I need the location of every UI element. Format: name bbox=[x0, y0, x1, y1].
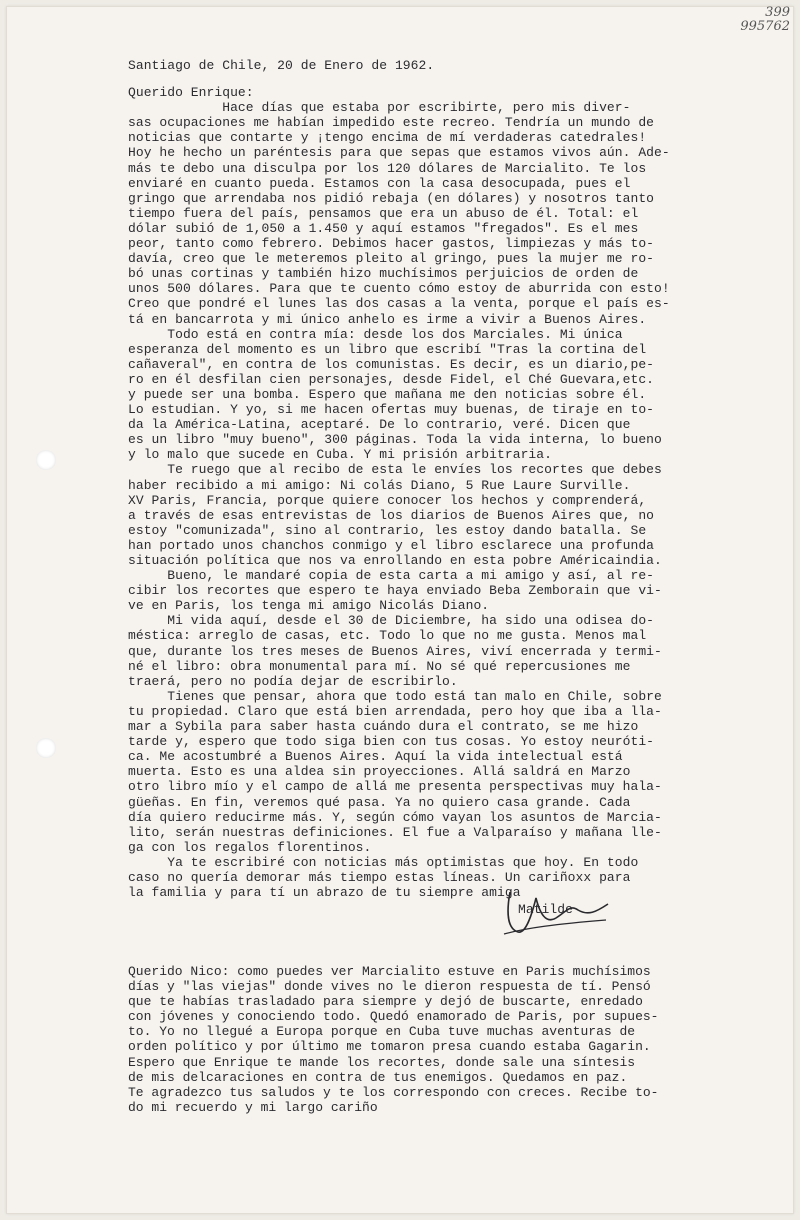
archive-number-bottom: 995762 bbox=[740, 19, 790, 34]
body-paragraphs bbox=[128, 100, 768, 900]
body-line: davía, creo que le meteremos pleito al gringo, pues la mujer me ro- bbox=[128, 251, 655, 267]
body-line: que, durante los tres meses de Buenos Aires, viví encerrada y termi- bbox=[128, 643, 662, 659]
body-line: lito, serán nuestras definiciones. El fue a Valparaíso y mañana lle- bbox=[128, 824, 662, 840]
postscript-line: de mis delcaraciones en contra de tus enemigos. Quedamos en paz. bbox=[128, 1069, 628, 1085]
body-line: Creo que pondré el lunes las dos casas a la venta, porque el país es- bbox=[128, 296, 670, 312]
body-line: más te debo una disculpa por los 120 dólares de Marcialito. Te los bbox=[128, 160, 647, 176]
body-line: ga con los regalos florentinos. bbox=[128, 839, 372, 855]
body-line: Te ruego que al recibo de esta le envíes los recortes que debes bbox=[128, 462, 662, 478]
body-line: ca. Me acostumbré a Buenos Aires. Aquí la vida intelectual está bbox=[128, 749, 623, 765]
body-line: tiempo fuera del país, pensamos que era un abuso de él. Total: el bbox=[128, 205, 639, 221]
body-line: unos 500 dólares. Para que te cuento cómo estoy de aburrida con esto! bbox=[128, 281, 670, 297]
body-line: tu propiedad. Claro que está bien arrendada, pero hoy que iba a lla- bbox=[128, 703, 662, 719]
body-line: caso no quería demorar más tiempo estas líneas. Un cariñoxx para bbox=[128, 869, 631, 885]
body-line: méstica: arreglo de casas, etc. Todo lo que no me gusta. Menos mal bbox=[128, 628, 647, 644]
body-line: otro libro mío y el campo de allá me presenta perspectivas muy hala- bbox=[128, 779, 662, 795]
body-line: Todo está en contra mía: desde los dos Marciales. Mi única bbox=[128, 326, 623, 342]
body-line: traerá, pero no podía dejar de escribirlo. bbox=[128, 673, 458, 689]
postscript bbox=[128, 964, 768, 1115]
body-line: Tienes que pensar, ahora que todo está tan malo en Chile, sobre bbox=[128, 688, 662, 704]
postscript-line: Espero que Enrique te mande los recortes, donde sale una síntesis bbox=[128, 1054, 636, 1070]
body-line: a través de esas entrevistas de los diarios de Buenos Aires que, no bbox=[128, 507, 655, 523]
archive-number-top: 399 bbox=[765, 5, 790, 20]
salutation: Querido Enrique: bbox=[128, 85, 254, 101]
body-line: la familia y para tí un abrazo de tu siempre amiga bbox=[128, 885, 521, 901]
body-line: enviaré en cuanto pueda. Estamos con la casa desocupada, pues el bbox=[128, 175, 631, 191]
body-line: gringo que arrendaba nos pidió rebaja (en dólares) y nosotros tanto bbox=[128, 190, 655, 206]
body-line: peor, tanto como febrero. Debimos hacer gastos, limpiezas y más to- bbox=[128, 236, 655, 252]
body-line: Lo estudian. Y yo, si me hacen ofertas muy buenas, de tiraje en to- bbox=[128, 402, 655, 418]
postscript-line: do mi recuerdo y mi largo cariño bbox=[128, 1099, 378, 1115]
body-line: Bueno, le mandaré copia de esta carta a mi amigo y así, al re- bbox=[128, 568, 655, 584]
body-line: han portado unos chanchos conmigo y el libro esclarece una profunda bbox=[128, 537, 655, 553]
body-line: y lo malo que sucede en Cuba. Y mi prisión arbitraria. bbox=[128, 447, 552, 463]
body-line: tá en bancarrota y mi único anhelo es irme a vivir a Buenos Aires. bbox=[128, 311, 647, 327]
body-line: muerta. Esto es una aldea sin proyecciones. Allá saldrá en Marzo bbox=[128, 764, 631, 780]
body-line: es un libro "muy bueno", 300 páginas. Toda la vida interna, lo bueno bbox=[128, 432, 662, 448]
body-line: noticias que contarte y ¡tengo encima de mí verdaderas catedrales! bbox=[128, 130, 647, 146]
date-line: Santiago de Chile, 20 de Enero de 1962. bbox=[128, 58, 435, 73]
body-line: ve en Paris, los tenga mi amigo Nicolás Diano. bbox=[128, 598, 490, 614]
body-line: haber recibido a mi amigo: Ni colás Diano, 5 Rue Laure Surville. bbox=[128, 477, 631, 493]
body-line: esperanza del momento es un libro que escribí "Tras la cortina del bbox=[128, 341, 647, 357]
postscript-line: días y "las viejas" donde vives no le dieron respuesta de tí. Pensó bbox=[128, 979, 651, 995]
punch-hole bbox=[36, 738, 56, 758]
letter-body bbox=[128, 58, 768, 940]
body-line: ro en él desfilan cien personajes, desde Fidel, el Ché Guevara,etc. bbox=[128, 371, 655, 387]
postscript-line: to. Yo no llegué a Europa porque en Cuba tuve muchas aventuras de bbox=[128, 1024, 636, 1040]
body-line: cibir los recortes que espero te haya enviado Beba Zemborain que vi- bbox=[128, 583, 662, 599]
signature-block bbox=[128, 900, 768, 940]
body-line: Hace días que estaba por escribirte, pero mis diver- bbox=[128, 100, 631, 116]
body-line: né el libro: obra monumental para mí. No sé qué repercusiones me bbox=[128, 658, 631, 674]
body-line: estoy "comunizada", sino al contrario, les estoy dando batalla. Se bbox=[128, 522, 647, 538]
body-line: y puede ser una bomba. Espero que mañana me den noticias sobre él. bbox=[128, 386, 647, 402]
body-line: tarde y, espero que todo siga bien con tus cosas. Yo estoy neuróti- bbox=[128, 734, 655, 750]
signature: Matilde bbox=[518, 902, 573, 918]
postscript-line: que te habías trasladado para siempre y dejó de buscarte, enredado bbox=[128, 994, 643, 1010]
body-line: situación política que nos va enrollando en esta pobre Américaindia. bbox=[128, 553, 662, 568]
postscript-line: con jóvenes y conociendo todo. Quedó enamorado de Paris, por supues- bbox=[128, 1009, 659, 1025]
body-line: güeñas. En fin, veremos qué pasa. Ya no quiero casa grande. Cada bbox=[128, 794, 631, 810]
body-line: mar a Sybila para saber hasta cuándo dura el contrato, se me hizo bbox=[128, 719, 639, 735]
postscript-line: orden político y por último me tomaron presa cuando estaba Gagarin. bbox=[128, 1039, 651, 1055]
archive-number bbox=[740, 6, 790, 34]
body-line: sas ocupaciones me habían impedido este recreo. Tendría un mundo de bbox=[128, 115, 655, 131]
body-line: cañaveral", en contra de los comunistas. Es decir, es un diario,pe- bbox=[128, 356, 655, 372]
body-line: dólar subió de 1,050 a 1.450 y aquí estamos "fregados". Es el mes bbox=[128, 220, 639, 236]
postscript-line: Querido Nico: como puedes ver Marcialito estuve en Paris muchísimos bbox=[128, 964, 651, 979]
body-line: Mi vida aquí, desde el 30 de Diciembre, ha sido una odisea do- bbox=[128, 613, 655, 629]
body-line: día quiero reducirme más. Y, según cómo vayan los asuntos de Marcia- bbox=[128, 809, 662, 825]
body-line: XV Paris, Francia, porque quiere conocer los hechos y comprenderá, bbox=[128, 492, 647, 508]
body-line: Ya te escribiré con noticias más optimistas que hoy. En todo bbox=[128, 854, 639, 870]
body-line: da la América-Latina, aceptaré. De lo contrario, veré. Dicen que bbox=[128, 417, 631, 433]
punch-hole bbox=[36, 450, 56, 470]
postscript-line: Te agradezco tus saludos y te los correspondo con creces. Recibe to- bbox=[128, 1084, 659, 1100]
body-line: bó unas cortinas y también hizo muchísimos perjuicios de orden de bbox=[128, 266, 639, 282]
body-line: Hoy he hecho un paréntesis para que sepas que estamos vivos aún. Ade- bbox=[128, 145, 670, 161]
